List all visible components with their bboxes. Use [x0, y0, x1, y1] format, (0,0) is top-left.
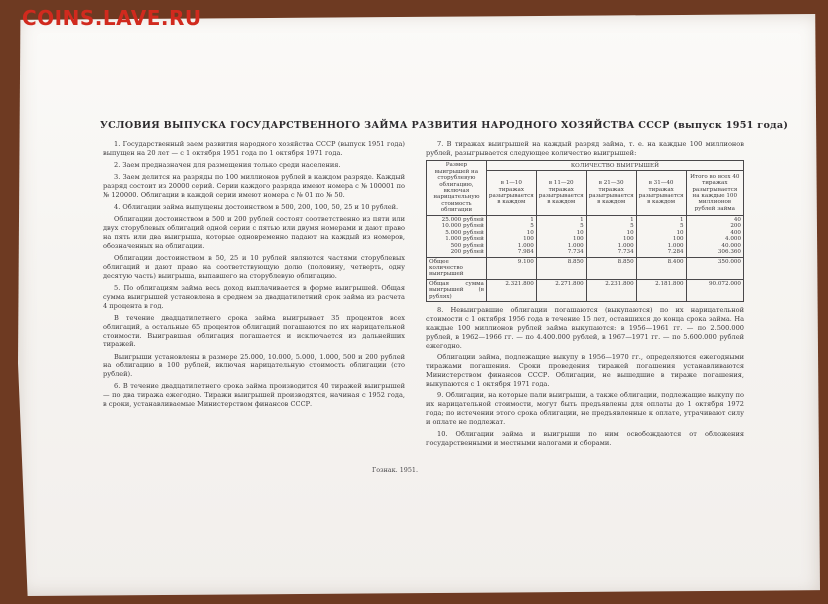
header-prize-count-group: КОЛИЧЕСТВО ВЫИГРЫШЕЙ [486, 161, 743, 171]
clause-7: 7. В тиражах выигрышей на каждый разряд займа, т. е. на каждые 100 миллионов рублей, разыгрывается следующее количество выигрышей: [426, 140, 744, 157]
clause-4: 4. Облигации займа выпущены достоинством в 500, 200, 100, 50, 25 и 10 рублей. [114, 203, 399, 211]
prize-sum-value: 2.271.800 [536, 279, 586, 301]
left-column [103, 140, 405, 412]
clause-5-par-2: В течение двадцатилетнего срока займа выигрывает 35 процентов всех облигаций, а остальные 65 процентов облигаций погашаются по их нарицательной стоимости. Выигравшая облигация погашается и исключается из дальнейших тиражей. [103, 313, 405, 349]
clause-6: 6. В течение двадцатилетнего срока займа производится 40 тиражей выигрышей — по два тиража ежегодно. Тиражи выигрышей производятся, начиная с 1952 года, в сроки, устанавливаемые Министерством финансов СССР. [103, 382, 405, 409]
site-watermark: COINS.LAVE.RU [22, 6, 202, 30]
total-cell: 40 200 400 4.000 40.000 306.360 [686, 215, 743, 257]
clause-3: 3. Заем делится на разряды по 100 миллионов рублей в каждом разряде. Каждый разряд состоит из 20000 серий. Серии каждого разряда имеют номера с № 100001 по № 120000. Облигации в каждой серии имеют номера с № 01 по № 50. [103, 173, 405, 199]
prize-count-value: 8.850 [586, 257, 636, 279]
draws-21-30-cell: 1 5 10 100 1.000 7.734 [586, 215, 636, 257]
prize-count-value: 8.400 [636, 257, 686, 279]
clause-4-par-3: Облигации достоинством в 50, 25 и 10 рублей являются частями сторублевых облигаций и дают право на соответствующую долю (половину, четверть, одну десятую часть) выигрыша, выпавшего на сторублевую облигацию. [103, 253, 405, 280]
prize-sum-value: 2.321.800 [486, 279, 536, 301]
clause-4-par-2: Облигации достоинством в 500 и 200 рублей состоят соответственно из пяти или двух сторублевых облигаций одной серии с пятью или двумя номерами и дают право на пять или два выигрыша, которые одновременно падают на каждый из номеров, обозначенных на облигации. [103, 215, 405, 250]
prize-size-cell: 25.000 рублей 10.000 рублей 5.000 рублей 1.000 рублей 500 рублей 200 рублей [427, 215, 487, 257]
header-prize-size: Размер выигрышей на сторублевую облигацию, включая нарицательную стоимость облигации [427, 161, 487, 215]
prize-sum-label: Общая сумма выигрышей (в рублях) [427, 279, 487, 301]
prize-count-value: 9.100 [486, 257, 536, 279]
table-row [427, 257, 744, 279]
clause-5: 5. По облигациям займа весь доход выплачивается в форме выигрышей. Общая сумма выигрышей установлена в среднем за двадцатилетний срок займа из расчета 4 процента в год. [103, 283, 405, 310]
right-column [426, 140, 744, 450]
clause-8-par-2: Облигации займа, подлежащие выкупу в 1956—1970 гг., определяются ежегодными тиражами погашения. Сроки проведения тиражей погашения устанавливаются Министерством финансов СССР. Облигации, не вышедшие в тираже погашения, выкупаются с 1 октября 1971 года. [426, 353, 744, 388]
printer-imprint: Гознак. 1951. [372, 466, 418, 474]
table-row [427, 215, 744, 257]
prize-table [426, 160, 744, 302]
draws-1-10-cell: 1 5 10 100 1.000 7.984 [486, 215, 536, 257]
document-title: УСЛОВИЯ ВЫПУСКА ГОСУДАРСТВЕННОГО ЗАЙМА РАЗВИТИЯ НАРОДНОГО ХОЗЯЙСТВА СССР (выпуск 1951 года) [100, 120, 789, 131]
header-total: Итого во всех 40 тиражах разыгрывается на каждые 100 миллионов рублей займа [686, 171, 743, 215]
clause-9: 9. Облигации, на которые пали выигрыши, а также облигации, подлежащие выкупу по их нарицательной стоимости, могут быть предъявлены для оплаты до 1 октября 1972 года; по истечении этого срока облигации, не предъявленные к оплате, утрачивают силу и оплате не подлежат. [426, 391, 744, 427]
prize-sum-value: 2.231.800 [586, 279, 636, 301]
clause-8: 8. Невыигравшие облигации погашаются (выкупаются) по их нарицательной стоимости с 1 октября 1956 года в течение 15 лет, оставшихся до конца срока займа. На каждые 100 миллионов рублей займа выкупаются: в 1956—1961 гг. — по 2.500.000 рублей, в 1962—1966 гг. — по 4.400.000 рублей, в 1967—1971 гг. — по 5.600.000 рублей ежегодно. [426, 306, 744, 350]
prize-sum-value: 90.072.000 [686, 279, 743, 301]
clause-10: 10. Облигации займа и выигрыши по ним освобождаются от обложения государственными и местными налогами и сборами. [426, 429, 744, 447]
prize-sum-value: 2.181.800 [636, 279, 686, 301]
draws-11-20-cell: 1 5 10 100 1.000 7.734 [536, 215, 586, 257]
clause-1: 1. Государственный заем развития народного хозяйства СССР (выпуск 1951 года) выпущен на 20 лет — с 1 октября 1951 года по 1 октября 1971 года. [103, 140, 405, 157]
clause-5-par-3: Выигрыши установлены в размере 25.000, 10.000, 5.000, 1.000, 500 и 200 рублей на облигацию в 100 рублей, включая нарицательную стоимость облигации (сто рублей). [103, 352, 405, 379]
header-draws-21-30: в 21—30 тиражах разыгрывается в каждом [586, 171, 636, 215]
clause-2: 2. Заем предназначен для размещения только среди населения. [114, 161, 341, 169]
prize-count-value: 350.000 [686, 257, 743, 279]
table-row [427, 279, 744, 301]
header-draws-31-40: в 31—40 тиражах разыгрывается в каждом [636, 171, 686, 215]
prize-count-value: 8.850 [536, 257, 586, 279]
prize-count-label: Общее количество выигрышей [427, 257, 487, 279]
header-draws-11-20: в 11—20 тиражах разыгрывается в каждом [536, 171, 586, 215]
draws-31-40-cell: 1 5 10 100 1.000 7.284 [636, 215, 686, 257]
header-draws-1-10: в 1—10 тиражах разыгрывается в каждом [486, 171, 536, 215]
